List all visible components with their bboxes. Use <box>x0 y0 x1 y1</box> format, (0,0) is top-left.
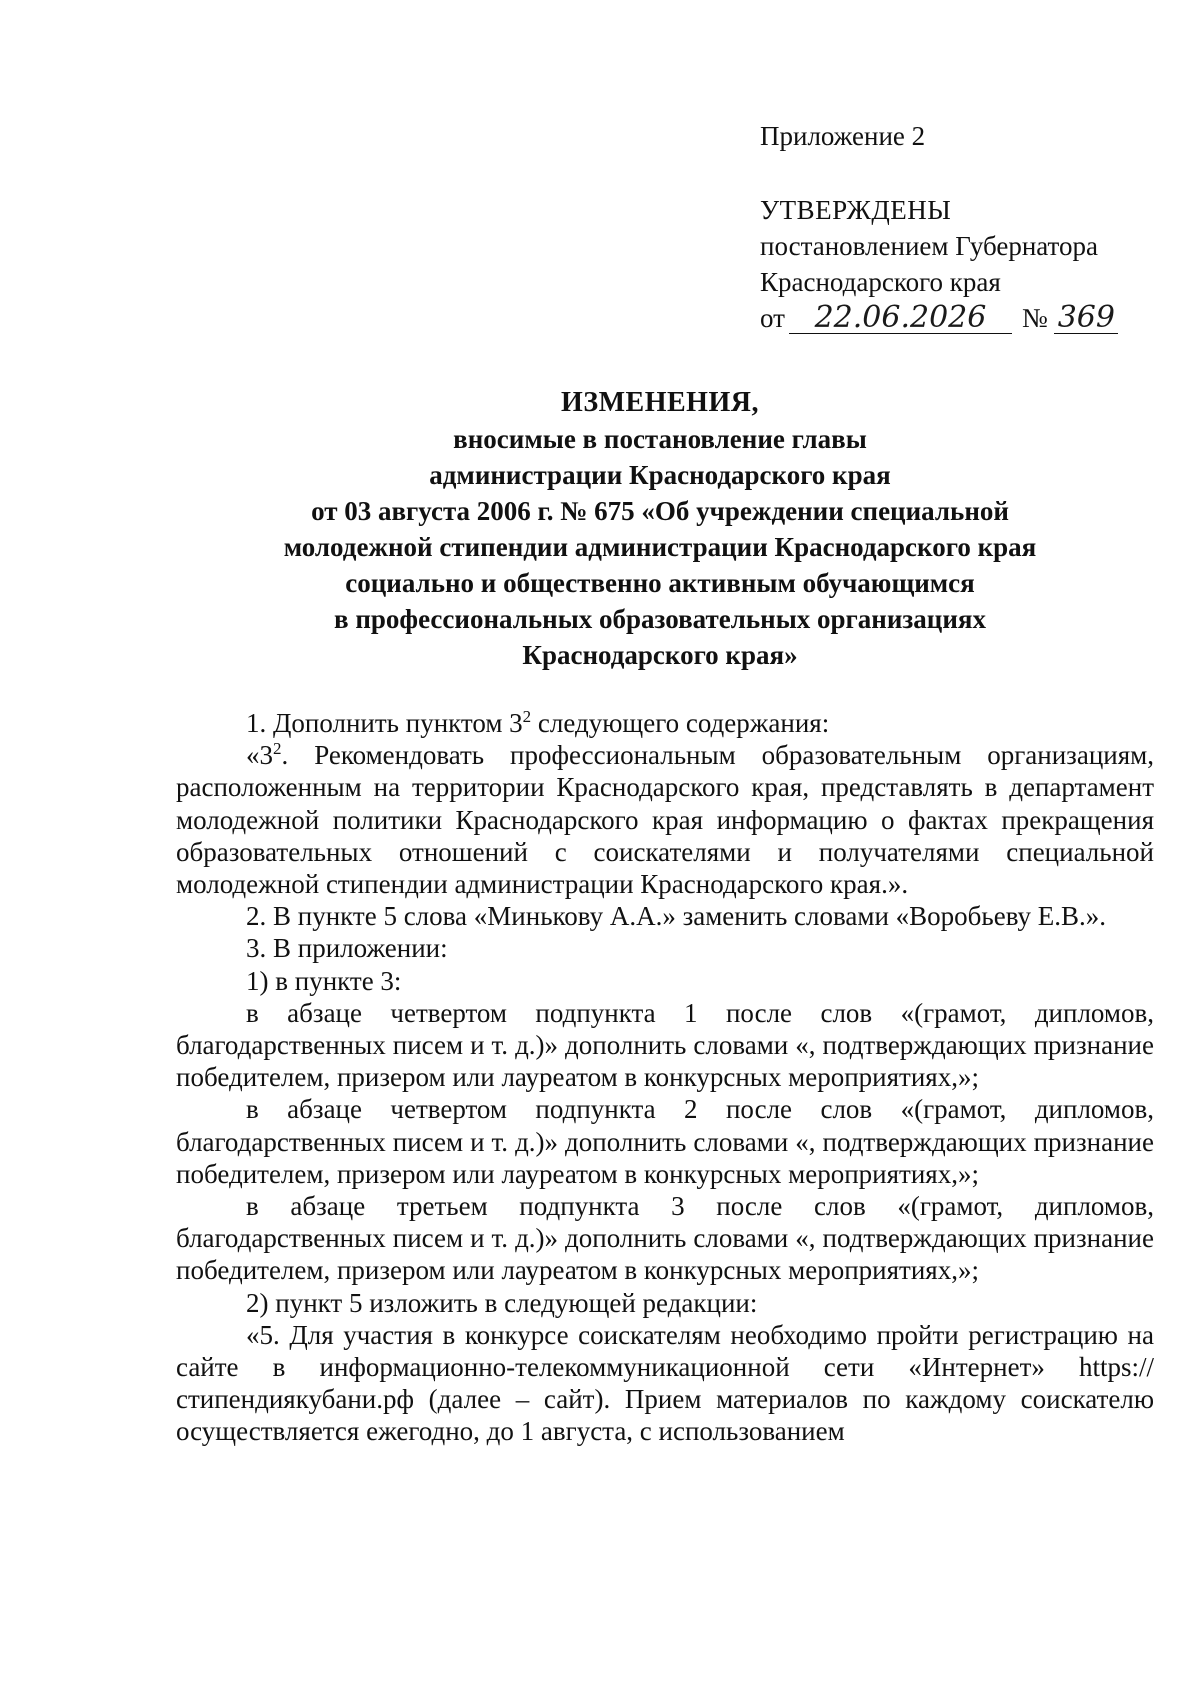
paragraph-10: «5. Для участия в конкурсе соискателям необходимо пройти регистрацию на сайте в информационно-телекоммуникационной сети «Интернет» https://стипендиякубани.рф (далее – сайт). Прием материалов по каждому соискателю осуществляется ежегодно, до 1 августа, с использованием <box>176 1319 1154 1447</box>
paragraph-7: в абзаце четвертом подпункта 2 после слов «(грамот, дипломов, благодарственных писем и т. д.)» дополнить словами «, подтверждающих признание победителем, призером или лауреатом в конкурсных мероприятиях,»; <box>176 1094 1154 1189</box>
paragraph-1: 1. Дополнить пунктом $3^2$ следующего содержания: <box>246 707 830 738</box>
paragraph-6: в абзаце четвертом подпункта 1 после слов «(грамот, дипломов, благодарственных писем и т. д.)» дополнить словами «, подтверждающих признание победителем, призером или лауреатом в конкурсных мероприятиях,»; <box>176 997 1154 1093</box>
document-body <box>176 707 1154 1448</box>
number-sign: № <box>1021 303 1048 333</box>
paragraph-2: «$3^2$. Рекомендовать профессиональным образовательным организациям, расположенным на территории Краснодарского края, представлять в департамент молодежной политики Краснодарского края информацию о фактах прекращения образовательных отношений с соискателями и получателями специальной молодежной стипендии администрации Краснодарского края.». <box>176 739 1154 900</box>
handwritten-number: 369 <box>1054 303 1118 334</box>
paragraph-9: 2) пункт 5 изложить в следующей редакции: <box>246 1287 758 1318</box>
approved-label: УТВЕРЖДЕНЫ <box>760 195 952 225</box>
annex-label: Приложение 2 <box>760 121 926 151</box>
paragraph-4: 3. В приложении: <box>246 933 448 964</box>
title-line: от 03 августа 2006 г. № 675 «Об учреждении специальной <box>311 496 1009 526</box>
title-line: администрации Краснодарского края <box>429 460 891 490</box>
date-prefix: от <box>760 303 785 333</box>
title-line: в профессиональных образовательных организациях <box>334 604 986 634</box>
title-line: молодежной стипендии администрации Краснодарского края <box>283 532 1037 562</box>
paragraph-5: 1) в пункте 3: <box>246 965 402 996</box>
approved-by-line-2: Краснодарского края <box>760 267 1001 297</box>
paragraph-3: 2. В пункте 5 слова «Минькову А.А.» заменить словами «Воробьеву Е.В.». <box>246 901 1107 932</box>
approval-block <box>760 118 1118 336</box>
approved-by-line-1: постановлением Губернатора <box>760 231 1098 261</box>
document-title <box>160 385 1160 673</box>
title-line: социально и общественно активным обучающимся <box>345 568 975 598</box>
handwritten-date: 22.06.2026 <box>789 303 1012 334</box>
date-number-line <box>760 300 1118 336</box>
title-line: вносимые в постановление главы <box>453 424 867 454</box>
title-heading: ИЗМЕНЕНИЯ, <box>561 387 759 418</box>
paragraph-8: в абзаце третьем подпункта 3 после слов «(грамот, дипломов, благодарственных писем и т. д.)» дополнить словами «, подтверждающих признание победителем, призером или лауреатом в конкурсных мероприятиях,»; <box>176 1191 1154 1286</box>
title-line: Краснодарского края» <box>522 640 798 670</box>
